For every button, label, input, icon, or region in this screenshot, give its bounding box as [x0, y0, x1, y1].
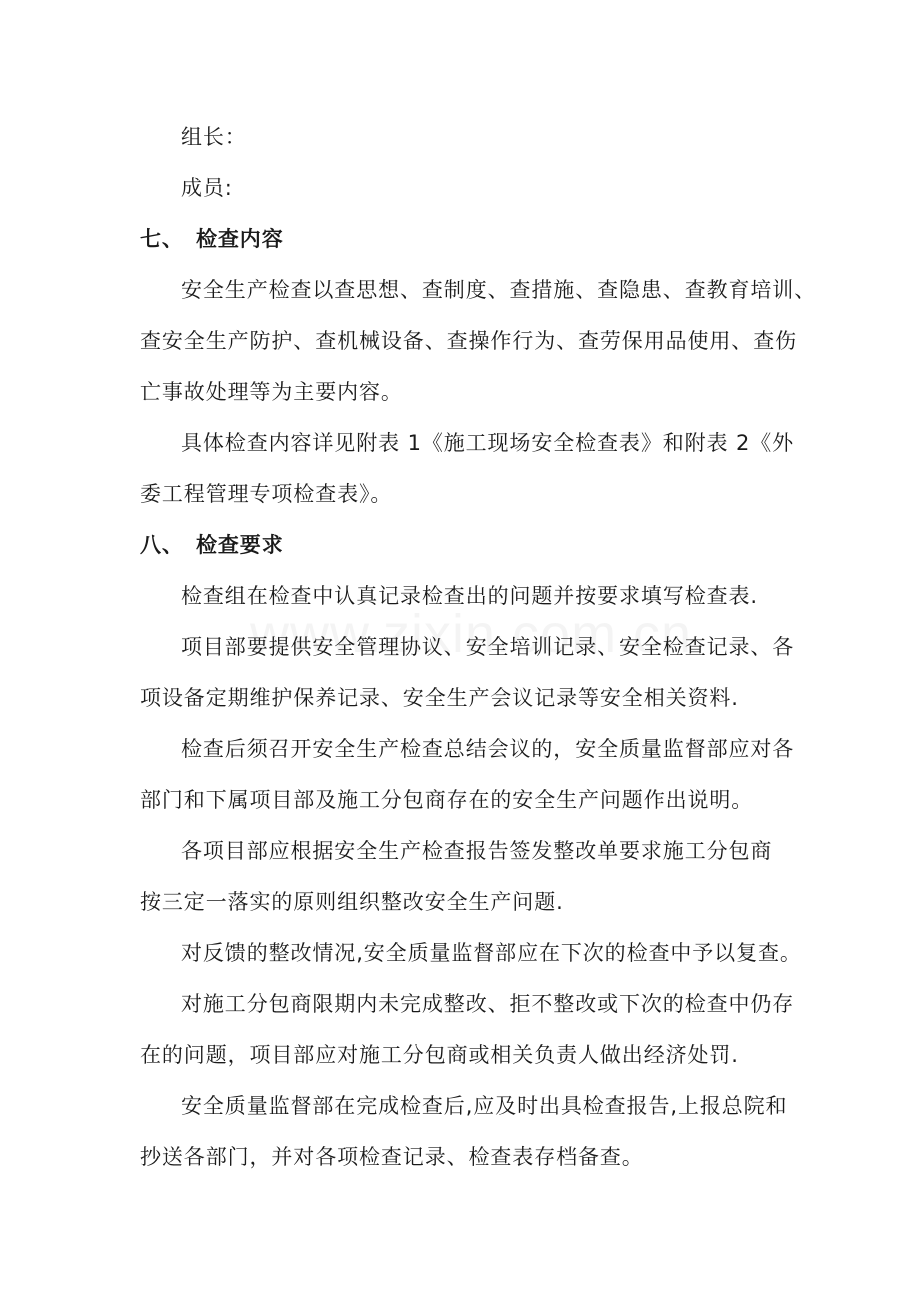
paragraph-line: 对反馈的整改情况,安全质量监督部应在下次的检查中予以复查。 [181, 941, 802, 965]
paragraph-line: 委工程管理专项检查表》。 [140, 482, 393, 506]
section-8-paragraph-7 [140, 1081, 788, 1183]
section-8-paragraph-5 [140, 928, 802, 979]
paragraph-line: 具体检查内容详见附表 1《施工现场安全检查表》和附表 2《外 [181, 431, 795, 455]
section-8-paragraph-4 [140, 826, 782, 928]
paragraph-line: 按三定一落实的原则组织整改安全生产问题. [140, 890, 564, 914]
paragraph-line: 在的问题，项目部应对施工分包商或相关负责人做出经济处罚. [140, 1043, 739, 1067]
paragraph-line: 检查组在检查中认真记录检查出的问题并按要求填写检查表. [181, 584, 758, 608]
paragraph-line: 项设备定期维护保养记录、安全生产会议记录等安全相关资料. [140, 686, 739, 710]
section-8-paragraph-1 [140, 571, 782, 622]
paragraph-line: 部门和下属项目部及施工分包商存在的安全生产问题作出说明。 [140, 788, 754, 812]
section-7-number: 七、 [140, 227, 184, 251]
paragraph-line: 对施工分包商限期内未完成整改、拒不整改或下次的检查中仍存 [181, 992, 795, 1016]
paragraph-line: 各项目部应根据安全生产检查报告签发整改单要求施工分包商 [181, 839, 773, 863]
paragraph-line: 项目部要提供安全管理协议、安全培训记录、安全检查记录、各 [181, 635, 795, 659]
paragraph-line: 查安全生产防护、查机械设备、查操作行为、查劳保用品使用、查伤 [140, 329, 797, 353]
document-body [140, 112, 817, 1183]
section-8-heading [140, 520, 782, 571]
paragraph-line: 检查后须召开安全生产检查总结会议的，安全质量监督部应对各 [181, 737, 795, 761]
section-7-heading [140, 214, 782, 265]
section-7-title: 检查内容 [196, 227, 284, 251]
section-8-paragraph-3 [140, 724, 795, 826]
section-8-number: 八、 [140, 533, 184, 557]
paragraph-line: 抄送各部门，并对各项检查记录、检查表存档备查。 [140, 1145, 644, 1169]
section-8-paragraph-2 [140, 622, 795, 724]
paragraph-line: 亡事故处理等为主要内容。 [140, 380, 403, 404]
section-8-title: 检查要求 [196, 533, 284, 557]
paragraph-line: 安全质量监督部在完成检查后,应及时出具检查报告,上报总院和 [181, 1094, 788, 1118]
section-7-paragraph-2 [140, 418, 795, 520]
members-label: 成员: [181, 176, 233, 200]
paragraph-line: 安全生产检查以查思想、查制度、查措施、查隐患、查教育培训、 [181, 278, 817, 302]
leader-label: 组长： [181, 125, 247, 149]
section-8-paragraph-6 [140, 979, 795, 1081]
section-7-paragraph-1 [140, 265, 817, 418]
